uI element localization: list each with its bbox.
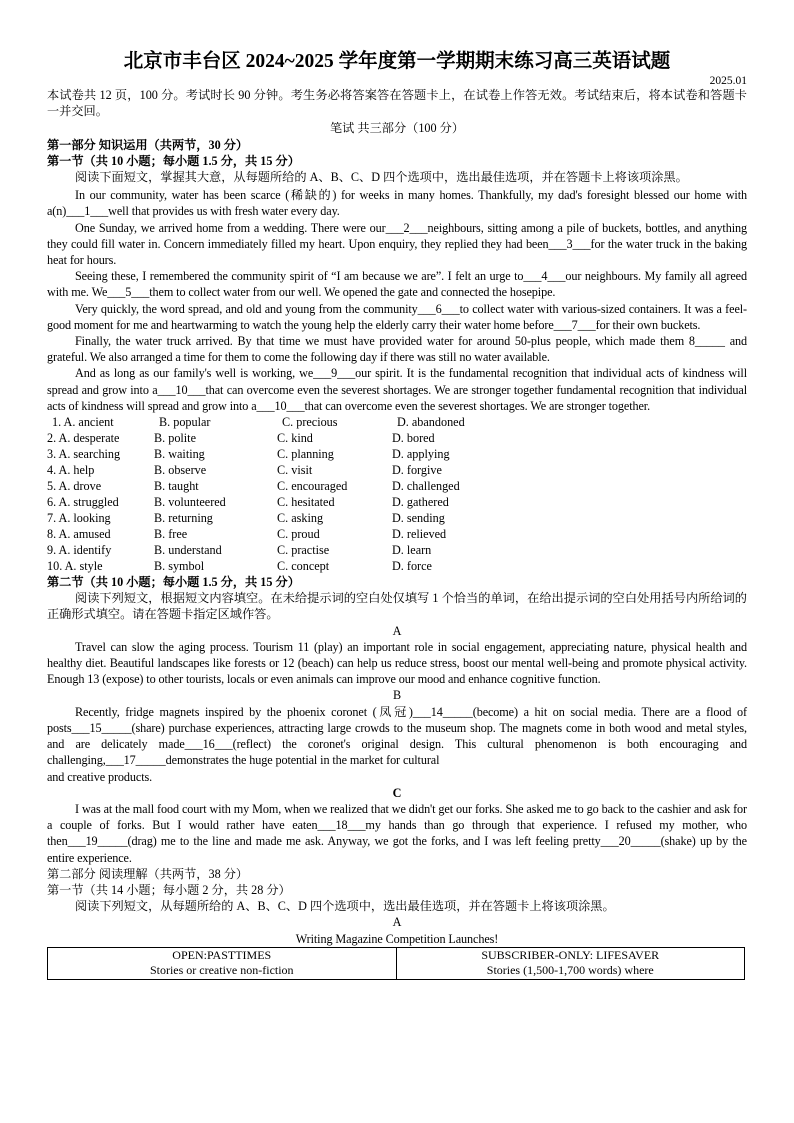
lifesaver-header: SUBSCRIBER-ONLY: LIFESAVER — [481, 947, 660, 962]
table-cell-left — [48, 947, 397, 979]
cloze-options — [52, 414, 507, 430]
option-b: B. polite — [154, 431, 196, 446]
option-b: B. symbol — [154, 559, 205, 574]
passage-c-text: I was at the mall food court with my Mom, when we realized that we didn't get our forks. She asked me to go back to the cashier and ask for a couple of forks. But I would rather have eaten___18___my hands than go through that experience. I refused my mother, who then___19_____(drag) me to the line and made me ask. Anyway, we got the forks, and I was left feeling pretty___20_____(shake) up by the entire experience. — [47, 801, 747, 865]
part2-heading: 第二部分 阅读理解（共两节，38 分） — [47, 866, 249, 881]
passage-c-label: C — [392, 785, 402, 800]
option-b: B. free — [154, 527, 188, 542]
option-d: D. sending — [392, 511, 445, 526]
part1-section2-instruction: 阅读下列短文，根据短文内容填空。在未给提示词的空白处仅填写 1 个恰当的单词，在给出提示词的空白处用括号内所给词的正确形式填空。请在答题卡指定区域作答。 — [47, 591, 747, 622]
option-d: D. learn — [392, 543, 432, 558]
option-c: C. proud — [277, 527, 320, 542]
cloze-passage — [47, 187, 747, 414]
part2-section1-heading: 第一节（共 14 小题；每小题 2 分，共 28 分） — [47, 882, 291, 897]
open-pasttimes-header: OPEN:PASTTIMES — [172, 947, 272, 962]
option-d: D. gathered — [392, 495, 449, 510]
exam-date: 2025.01 — [709, 75, 747, 87]
table-row — [48, 947, 745, 979]
passage-b-label: B — [392, 688, 402, 703]
part2-section1-instruction: 阅读下列短文，从每题所给的 A、B、C、D 四个选项中，选出最佳选项，并在答题卡上将该项涂黑。 — [75, 899, 615, 914]
option-d: D. forgive — [392, 463, 442, 478]
option-c: C. encouraged — [277, 479, 348, 494]
option-a: 4. A. help — [47, 463, 95, 478]
option-d: D. challenged — [392, 479, 460, 494]
option-c: C. practise — [277, 543, 330, 558]
exam-title: 北京市丰台区 2024~2025 学年度第一学期期末练习高三英语试题 — [123, 51, 671, 72]
part1-section1-instruction: 阅读下面短文，掌握其大意，从每题所给的 A、B、C、D 四个选项中，选出最佳选项，并在答题卡上将该项涂黑。 — [75, 170, 688, 185]
option-c: C. hesitated — [277, 495, 335, 510]
option-d: D. force — [392, 559, 432, 574]
option-b: B. observe — [154, 463, 207, 478]
table-cell-right — [396, 947, 745, 979]
open-pasttimes-desc: Stories or creative non-fiction — [149, 963, 294, 978]
cloze-options — [47, 446, 502, 462]
option-a: 3. A. searching — [47, 447, 121, 462]
passage-paragraph: One Sunday, we arrived home from a wedding. There were our___2___neighbours, sitting among a pile of buckets, bottles, and anything they could fill water in. Concern immediately filled my heart. Upon enquiry, they replied they had been___3___for the water truck in the baking heat for hours. — [47, 220, 747, 268]
cloze-options — [47, 558, 502, 574]
option-c: C. asking — [277, 511, 324, 526]
part1-section2-heading: 第二节（共 10 小题；每小题 1.5 分，共 15 分） — [47, 575, 300, 590]
option-d: D. bored — [392, 431, 435, 446]
option-b: B. returning — [154, 511, 213, 526]
option-a: 8. A. amused — [47, 527, 111, 542]
part1-section1-heading: 第一节（共 10 小题；每小题 1.5 分，共 15 分） — [47, 153, 300, 168]
passage-b-text-end: and creative products. — [47, 769, 153, 784]
option-a: 6. A. struggled — [47, 495, 119, 510]
option-b: B. popular — [159, 415, 211, 430]
magazine-title: Writing Magazine Competition Launches! — [295, 931, 499, 946]
option-c: C. concept — [277, 559, 330, 574]
exam-page — [47, 50, 747, 980]
option-a: 1. A. ancient — [52, 415, 114, 430]
option-d: D. relieved — [392, 527, 447, 542]
option-c: C. visit — [277, 463, 313, 478]
option-a: 10. A. style — [47, 559, 103, 574]
passage-paragraph: Finally, the water truck arrived. By that time we must have provided water for around 50-plus people, which made them 8_____ and grateful. We also arranged a time for them to come the following day if there was still no water available. — [47, 334, 747, 365]
option-a: 5. A. drove — [47, 479, 102, 494]
competition-table — [47, 947, 745, 980]
passage-paragraph: Seeing these, I remembered the community spirit of “I am because we are”. I felt an urge to___4___our neighbours. My family all agreed with me. We___5___them to collect water from our well. We opened the gate and connected the hosepipe. — [47, 269, 747, 300]
option-d: D. abandoned — [397, 415, 465, 430]
passage-b-text: Recently, fridge magnets inspired by the phoenix coronet (凤冠)___14_____(become) a hit on social media. There are a flood of posts___15_____(share) purchase experiences, attracting large crowds to the museum shop. The magnets come in both wood and metal styles, and are delicately made___16___(reflect) the coronet's original design. This cultural phenomenon is both encouraging and challenging,___17_____demonstrates the huge potential in the market for cultural — [47, 704, 747, 768]
passage-a-label: A — [392, 623, 402, 638]
cloze-options — [47, 494, 502, 510]
intro-text: 本试卷共 12 页，100 分。考试时长 90 分钟。考生务必将答案答在答题卡上，在试卷上作答无效。考试结束后，将本试卷和答题卡一并交回。 — [47, 88, 747, 119]
option-a: 9. A. identify — [47, 543, 112, 558]
cloze-options — [47, 478, 502, 494]
cloze-options — [47, 542, 502, 558]
option-b: B. waiting — [154, 447, 205, 462]
written-test-heading: 笔试 共三部分（100 分） — [329, 121, 465, 136]
passage-a-text: Travel can slow the aging process. Tourism 11 (play) an important role in social engagement, appreciating nature, physical health and healthy diet. Beautiful landscapes like forests or 12 (beach) can help us reduce stress, boost our mental well-being and promote physical activity. Enough 13 (expose) to other tourists, locals or even animals can improve our mood and enhance cognitive function. — [47, 639, 747, 687]
cloze-options — [47, 510, 502, 526]
cloze-options — [47, 462, 502, 478]
part1-heading: 第一部分 知识运用（共两节，30 分） — [47, 137, 249, 152]
option-a: 7. A. looking — [47, 511, 111, 526]
option-c: C. kind — [277, 431, 313, 446]
option-b: B. volunteered — [154, 495, 226, 510]
cloze-options — [47, 526, 502, 542]
passage-paragraph: In our community, water has been scarce (稀缺的) for weeks in many homes. Thankfully, my dad's foresight blessed our home with a(n)___1___well that provides us with fresh water every day. — [47, 188, 747, 219]
reading-a-label: A — [392, 915, 402, 930]
option-b: B. taught — [154, 479, 199, 494]
option-b: B. understand — [154, 543, 222, 558]
cloze-options — [47, 430, 502, 446]
option-a: 2. A. desperate — [47, 431, 120, 446]
option-c: C. precious — [282, 415, 338, 430]
passage-paragraph: Very quickly, the word spread, and old and young from the community___6___to collect water with various-sized containers. It was a feel-good moment for me and heartwarming to watch the young help the elderly carry their water home before___7___for their own buckets. — [47, 301, 747, 332]
lifesaver-desc: Stories (1,500-1,700 words) where — [486, 963, 654, 978]
option-d: D. applying — [392, 447, 450, 462]
passage-paragraph: And as long as our family's well is working, we___9___our spirit. It is the fundamental recognition that individual acts of kindness will spread and grow into a___10___that can overcome even the severest shortages. We are stronger together fundamental recognition that individual acts of kindness will spread and grow into a___10___that can overcome even the severest shortages. We are stronger together. — [47, 366, 747, 413]
option-c: C. planning — [277, 447, 334, 462]
